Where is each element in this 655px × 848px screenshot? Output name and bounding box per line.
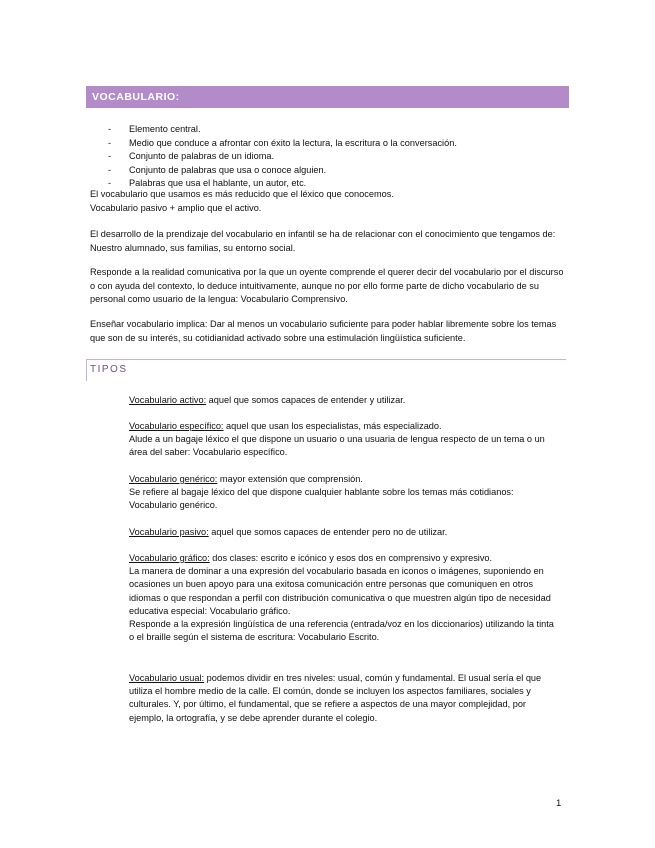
tipo-text: aquel que somos capaces de entender pero no de utilizar. (208, 527, 448, 537)
tipo-text: podemos dividir en tres niveles: usual, común y fundamental. El usual sería el que utiliza el hombre medio de la calle. El común, donde se incluyen los aspectos familiares, sociales y culturales. Y, por último, el fundamental, que se refiere a aspectos de una mayor complejidad, por ejemplo, la ortografía, y se debe aprender durante el colegio. (129, 673, 542, 723)
paragraph: Enseñar vocabulario implica: Dar al menos un vocabulario suficiente para poder hablar libremente sobre los temas que son de su interés, su cotidianidad activado sobre una estimulación lingüística suficiente. (90, 319, 557, 343)
intro-line: Vocabulario pasivo + amplio que el activo. (90, 203, 262, 213)
tipo-extra: Alude a un bagaje léxico el que dispone un usuario o una usuaria de lengua respecto de un tema o un área del saber: Vocabulario específico. (129, 434, 545, 458)
tipo-item (129, 672, 561, 725)
tipo-item (129, 420, 561, 460)
list-item: - Elemento central. (108, 123, 457, 137)
tipo-item (129, 552, 561, 644)
section-divider-left (86, 359, 87, 381)
paragraph: El desarrollo de la prendizaje del vocabulario en infantil se ha de relacionar con el conocimiento que tengamos de: Nuestro alumnado, sus familias, su entorno social. (90, 229, 556, 253)
definition-list (108, 123, 457, 191)
tipo-term: Vocabulario pasivo: (129, 527, 209, 537)
tipo-text: mayor extensión que comprensión. (217, 474, 363, 484)
tipo-term: Vocabulario específico: (129, 421, 224, 431)
list-item: - Conjunto de palabras de un idioma. (108, 150, 457, 164)
tipo-item (129, 526, 561, 539)
tipo-item (129, 473, 561, 513)
intro-line: El vocabulario que usamos es más reducido que el léxico que conocemos. (90, 189, 394, 199)
tipo-text: dos clases: escrito e icónico y esos dos en comprensivo y expresivo. (209, 553, 493, 563)
tipo-item (129, 394, 561, 407)
tipo-term: Vocabulario activo: (129, 395, 207, 405)
section-title: TIPOS (90, 364, 128, 375)
tipo-term: Vocabulario genérico: (129, 474, 218, 484)
tipo-extra: Responde a la expresión lingüística de una referencia (entrada/voz en los diccionarios) utilizando la tinta o el braille según el sistema de escritura: Vocabulario Escrito. (129, 619, 554, 643)
list-item: - Medio que conduce a afrontar con éxito la lectura, la escritura o la conversación. (108, 137, 457, 151)
list-item: - Conjunto de palabras que usa o conoce alguien. (108, 164, 457, 178)
tipo-term: Vocabulario gráfico: (129, 553, 210, 563)
section-heading-banner: VOCABULARIO: (86, 86, 569, 108)
section-divider (86, 359, 566, 360)
tipo-extra: Se refiere al bagaje léxico del que dispone cualquier hablante sobre los temas más cotidianos: Vocabulario genérico. (129, 487, 514, 511)
tipo-term: Vocabulario usual: (129, 673, 205, 683)
tipo-text: aquel que somos capaces de entender y utilizar. (206, 395, 406, 405)
tipo-text: aquel que usan los especialistas, más especializado. (223, 421, 442, 431)
list-item: - Palabras que usa el hablante, un autor, etc. (108, 177, 457, 191)
paragraph: Responde a la realidad comunicativa por la que un oyente comprende el querer decir del vocabulario por el discurso o con ayuda del contexto, lo deduce intuitivamente, aunque no por ello forme parte de dicho vocabulario de su personal como usuario de la lengua: Vocabulario Comprensivo. (90, 267, 564, 304)
page-number: 1 (556, 798, 562, 809)
tipo-extra: La manera de dominar a una expresión del vocabulario basada en iconos o imágenes, suponiendo en ocasiones un buen apoyo para una exitosa comunicación entre personas que comuniquen en otros idiomas o que respondan a perfil con distribución comunicativa o que muestren algún tipo de necesidad educativa especial: Vocabulario gráfico. (129, 566, 551, 616)
